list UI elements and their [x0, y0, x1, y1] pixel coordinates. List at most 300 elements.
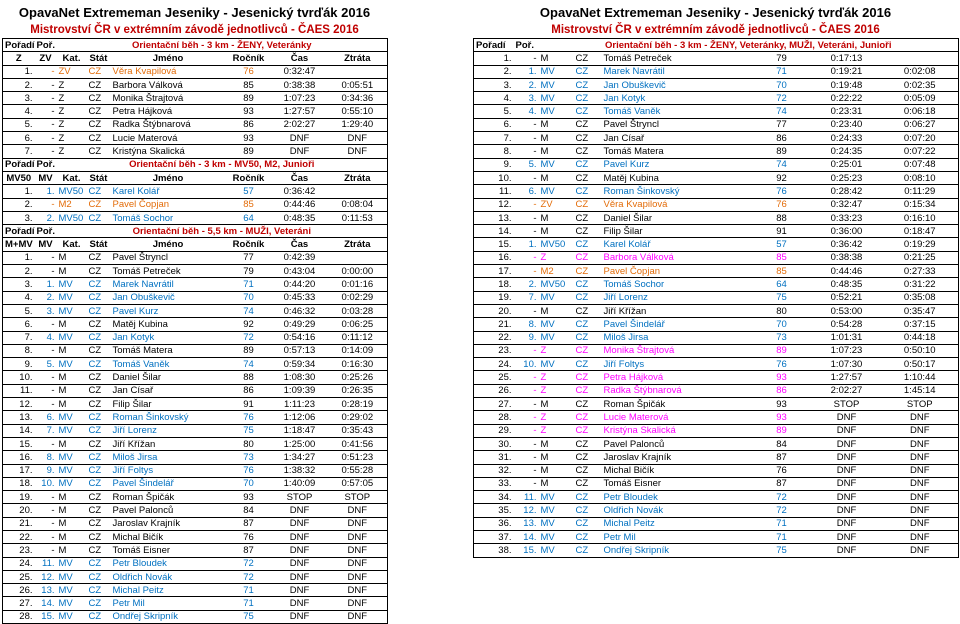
loss-cell: DNF — [882, 517, 959, 530]
time-cell: DNF — [812, 424, 882, 437]
rank-cell: 7. — [3, 145, 35, 158]
rank-cell: 19. — [474, 291, 514, 304]
year-cell: 70 — [226, 291, 272, 304]
time-cell: DNF — [272, 145, 328, 158]
time-cell: 0:45:33 — [272, 291, 328, 304]
rank-cell: 8. — [3, 344, 35, 357]
category-rank-cell: - — [514, 304, 539, 317]
year-cell: 86 — [752, 384, 812, 397]
country-cell: CZ — [87, 584, 111, 597]
name-cell: Jiří Foltys — [602, 358, 752, 371]
category-rank-cell: - — [35, 371, 57, 384]
category-cell: M2 — [57, 198, 87, 211]
result-row — [474, 331, 959, 344]
country-cell: CZ — [87, 597, 111, 610]
category-cell: M — [539, 211, 574, 224]
country-cell: CZ — [87, 504, 111, 517]
category-cell: MV — [539, 517, 574, 530]
category-cell: Z — [57, 105, 87, 118]
category-rank-cell: - — [35, 251, 57, 264]
year-cell: 76 — [752, 358, 812, 371]
right-title: OpavaNet Extrememan Jeseniky - Jesenický tvrďák 2016 — [539, 5, 892, 20]
category-cell: M — [57, 371, 87, 384]
column-header-row — [3, 52, 388, 65]
name-cell: Jan Kotyk — [602, 92, 752, 105]
time-cell: 0:46:32 — [272, 304, 328, 317]
loss-cell: DNF — [882, 464, 959, 477]
country-cell: CZ — [574, 304, 602, 317]
country-cell: CZ — [574, 145, 602, 158]
loss-cell: 0:25:26 — [328, 371, 388, 384]
time-cell: 0:44:46 — [812, 265, 882, 278]
result-row — [474, 451, 959, 464]
category-cell: MV — [539, 158, 574, 171]
time-cell: DNF — [272, 544, 328, 557]
year-cell: 70 — [752, 318, 812, 331]
time-cell: 0:42:39 — [272, 251, 328, 264]
loss-cell: DNF — [328, 517, 388, 530]
rank-cell: 9. — [474, 158, 514, 171]
year-cell: 80 — [752, 304, 812, 317]
year-cell: 76 — [226, 411, 272, 424]
name-cell: Karel Kolář — [111, 185, 226, 198]
country-cell: CZ — [574, 331, 602, 344]
result-row — [3, 411, 388, 424]
category-cell: MV50 — [539, 238, 574, 251]
loss-cell — [328, 251, 388, 264]
time-cell: 1:27:57 — [272, 105, 328, 118]
country-cell: CZ — [574, 504, 602, 517]
year-cell: 76 — [226, 530, 272, 543]
loss-header: Ztráta — [328, 171, 388, 184]
loss-cell: 0:07:20 — [882, 132, 959, 145]
result-row — [474, 371, 959, 384]
time-cell: 0:36:42 — [272, 185, 328, 198]
time-cell: DNF — [812, 437, 882, 450]
loss-cell: 0:27:33 — [882, 265, 959, 278]
left-results-table — [2, 38, 388, 624]
year-cell: 79 — [226, 265, 272, 278]
result-row — [3, 557, 388, 570]
year-cell: 76 — [226, 65, 272, 78]
category-rank-cell: - — [514, 437, 539, 450]
country-header: Stát — [87, 171, 111, 184]
rank-header: Pořadí — [3, 39, 35, 52]
name-header: Jméno — [111, 238, 226, 251]
category-cell: M — [57, 544, 87, 557]
result-row — [474, 291, 959, 304]
country-cell: CZ — [87, 437, 111, 450]
name-cell: Matěj Kubina — [111, 318, 226, 331]
loss-cell: 0:21:25 — [882, 251, 959, 264]
rank-cell: 4. — [474, 92, 514, 105]
country-cell: CZ — [574, 424, 602, 437]
year-cell: 76 — [752, 464, 812, 477]
country-cell: CZ — [574, 238, 602, 251]
loss-cell: 0:06:25 — [328, 318, 388, 331]
time-cell: DNF — [812, 477, 882, 490]
time-cell: 0:22:22 — [812, 92, 882, 105]
time-cell: DNF — [812, 517, 882, 530]
year-cell: 74 — [752, 105, 812, 118]
category-rank-cell: - — [514, 198, 539, 211]
year-cell: 76 — [752, 185, 812, 198]
result-row — [3, 304, 388, 317]
rank-cell: 6. — [3, 132, 35, 145]
result-row — [3, 318, 388, 331]
country-cell: CZ — [87, 491, 111, 504]
year-header: Ročník — [226, 171, 272, 184]
country-cell: CZ — [574, 384, 602, 397]
category-rank-cell: 14. — [35, 597, 57, 610]
rank-cell: 3. — [474, 78, 514, 91]
rank-cell: 33. — [474, 477, 514, 490]
category-cell: M — [539, 52, 574, 65]
year-cell: 87 — [226, 517, 272, 530]
section-header-row — [3, 39, 388, 52]
result-row — [474, 278, 959, 291]
rank-cell: 1. — [3, 185, 35, 198]
time-header: Čas — [272, 238, 328, 251]
time-cell: 1:27:57 — [812, 371, 882, 384]
category-rank-cell: - — [35, 265, 57, 278]
name-cell: Michal Peitz — [111, 584, 226, 597]
category-cell: M — [57, 251, 87, 264]
category-rank-cell: - — [35, 398, 57, 411]
loss-cell: 0:14:09 — [328, 344, 388, 357]
year-cell: 71 — [226, 278, 272, 291]
loss-cell: 0:18:47 — [882, 225, 959, 238]
country-cell: CZ — [574, 477, 602, 490]
name-cell: Pavel Štryncl — [602, 118, 752, 131]
year-cell: 86 — [752, 132, 812, 145]
result-row — [3, 118, 388, 131]
result-row — [3, 384, 388, 397]
loss-cell: DNF — [328, 544, 388, 557]
loss-cell: DNF — [328, 584, 388, 597]
year-cell: 85 — [752, 251, 812, 264]
result-row — [474, 132, 959, 145]
name-cell: Tomáš Matera — [111, 344, 226, 357]
loss-cell: 0:06:27 — [882, 118, 959, 131]
rank-cell: 34. — [474, 491, 514, 504]
time-cell: 0:25:01 — [812, 158, 882, 171]
country-cell: CZ — [87, 557, 111, 570]
rank-cell: 19. — [3, 491, 35, 504]
result-row — [3, 251, 388, 264]
year-cell: 93 — [226, 132, 272, 145]
time-cell: 0:33:23 — [812, 211, 882, 224]
year-cell: 75 — [226, 424, 272, 437]
category-rank-cell: - — [514, 464, 539, 477]
name-cell: Pavel Štryncl — [111, 251, 226, 264]
rank-header: MV50 — [3, 171, 35, 184]
loss-cell: 0:16:10 — [882, 211, 959, 224]
year-cell: 75 — [752, 291, 812, 304]
country-cell: CZ — [87, 265, 111, 278]
category-rank-cell: - — [35, 65, 57, 78]
time-cell: 1:34:27 — [272, 451, 328, 464]
loss-cell: 0:06:18 — [882, 105, 959, 118]
category-rank-cell: - — [514, 384, 539, 397]
country-cell: CZ — [87, 530, 111, 543]
name-cell: Jaroslav Krajník — [111, 517, 226, 530]
time-cell: DNF — [812, 504, 882, 517]
category-cell: MV — [539, 544, 574, 557]
country-cell: CZ — [87, 331, 111, 344]
rank-cell: 14. — [474, 225, 514, 238]
loss-cell: 0:35:43 — [328, 424, 388, 437]
category-rank-cell: - — [35, 198, 57, 211]
category-cell: MV — [57, 451, 87, 464]
year-cell: 71 — [226, 597, 272, 610]
category-cell: MV50 — [57, 211, 87, 224]
rank-cell: 15. — [474, 238, 514, 251]
category-rank-cell: - — [35, 105, 57, 118]
category-rank-cell: - — [35, 92, 57, 105]
result-row — [474, 105, 959, 118]
loss-cell: 0:15:34 — [882, 198, 959, 211]
loss-cell: DNF — [882, 437, 959, 450]
rank-cell: 15. — [3, 437, 35, 450]
loss-cell: 0:55:10 — [328, 105, 388, 118]
year-cell: 72 — [752, 504, 812, 517]
country-cell: CZ — [574, 491, 602, 504]
name-cell: Roman Šinkovský — [111, 411, 226, 424]
rank-cell: 11. — [474, 185, 514, 198]
time-cell: DNF — [272, 132, 328, 145]
loss-cell: 0:11:29 — [882, 185, 959, 198]
category-rank-cell: 2. — [35, 291, 57, 304]
time-cell: 0:49:29 — [272, 318, 328, 331]
time-cell: 0:48:35 — [812, 278, 882, 291]
loss-cell: 0:11:53 — [328, 211, 388, 224]
result-row — [474, 530, 959, 543]
loss-cell: DNF — [882, 424, 959, 437]
rank-cell: 10. — [474, 171, 514, 184]
category-cell: Z — [57, 145, 87, 158]
result-row — [474, 238, 959, 251]
category-cell: MV — [57, 597, 87, 610]
rank-cell: 25. — [3, 570, 35, 583]
name-cell: Barbora Válková — [111, 78, 226, 91]
time-cell: DNF — [812, 464, 882, 477]
name-cell: Barbora Válková — [602, 251, 752, 264]
country-cell: CZ — [574, 530, 602, 543]
name-cell: Filip Šilar — [111, 398, 226, 411]
name-cell: Jaroslav Krajník — [602, 451, 752, 464]
country-cell: CZ — [87, 318, 111, 331]
category-cell: ZV — [539, 198, 574, 211]
country-cell: CZ — [574, 517, 602, 530]
country-cell: CZ — [87, 398, 111, 411]
name-cell: Michal Bičík — [111, 530, 226, 543]
rank-cell: 12. — [3, 398, 35, 411]
name-cell: Petra Hájková — [602, 371, 752, 384]
year-cell: 71 — [226, 584, 272, 597]
rank-cell: 18. — [3, 477, 35, 490]
rank-cell: 22. — [3, 530, 35, 543]
result-row — [3, 477, 388, 490]
result-row — [3, 132, 388, 145]
category-rank-cell: 15. — [35, 610, 57, 623]
category-cell: MV — [57, 358, 87, 371]
country-cell: CZ — [574, 225, 602, 238]
rank-cell: 29. — [474, 424, 514, 437]
name-cell: Petr Mil — [111, 597, 226, 610]
name-cell: Věra Kvapilová — [111, 65, 226, 78]
rank-cell: 36. — [474, 517, 514, 530]
result-row — [474, 477, 959, 490]
name-cell: Pavel Kurz — [602, 158, 752, 171]
year-cell: 64 — [752, 278, 812, 291]
rank-cell: 17. — [3, 464, 35, 477]
time-cell: 0:25:23 — [812, 171, 882, 184]
country-cell: CZ — [87, 384, 111, 397]
name-cell: Filip Šilar — [602, 225, 752, 238]
loss-cell: 0:57:05 — [328, 477, 388, 490]
country-cell: CZ — [574, 251, 602, 264]
category-cell: M — [57, 398, 87, 411]
result-row — [474, 464, 959, 477]
loss-cell — [328, 65, 388, 78]
loss-cell: 0:55:28 — [328, 464, 388, 477]
time-header: Čas — [272, 171, 328, 184]
category-cell: Z — [57, 92, 87, 105]
country-cell: CZ — [87, 464, 111, 477]
result-row — [3, 291, 388, 304]
result-row — [474, 145, 959, 158]
result-row — [474, 185, 959, 198]
rank-cell: 27. — [3, 597, 35, 610]
category-cell: Z — [57, 78, 87, 91]
rank-cell: 12. — [474, 198, 514, 211]
time-cell: DNF — [272, 570, 328, 583]
time-cell: DNF — [812, 451, 882, 464]
rank-header: Pořadí — [3, 225, 35, 238]
result-row — [3, 358, 388, 371]
year-cell: 74 — [226, 304, 272, 317]
country-cell: CZ — [574, 92, 602, 105]
category-rank-cell: - — [35, 437, 57, 450]
rank-cell: 7. — [474, 132, 514, 145]
loss-cell: 0:41:56 — [328, 437, 388, 450]
loss-cell: 0:03:28 — [328, 304, 388, 317]
name-cell: Ondřej Skripník — [602, 544, 752, 557]
year-cell: 84 — [752, 437, 812, 450]
name-header: Jméno — [111, 52, 226, 65]
loss-cell: 0:51:23 — [328, 451, 388, 464]
loss-cell: 1:45:14 — [882, 384, 959, 397]
name-cell: Petr Mil — [602, 530, 752, 543]
category-rank-cell: 10. — [514, 358, 539, 371]
loss-cell: DNF — [882, 504, 959, 517]
result-row — [3, 517, 388, 530]
loss-cell: 0:35:08 — [882, 291, 959, 304]
country-cell: CZ — [87, 517, 111, 530]
result-row — [474, 78, 959, 91]
country-cell: CZ — [87, 251, 111, 264]
category-rank-cell: 1. — [514, 65, 539, 78]
year-cell: 72 — [752, 491, 812, 504]
country-header: Stát — [87, 238, 111, 251]
rank-cell: 24. — [3, 557, 35, 570]
category-rank-cell: - — [514, 118, 539, 131]
name-cell: Petr Bloudek — [111, 557, 226, 570]
category-cell: MV — [539, 92, 574, 105]
year-cell: 93 — [752, 411, 812, 424]
time-cell: 0:38:38 — [272, 78, 328, 91]
rank-cell: 38. — [474, 544, 514, 557]
category-header: Kat. — [57, 52, 87, 65]
result-row — [3, 464, 388, 477]
time-cell: 2:02:27 — [812, 384, 882, 397]
section-title: Orientační běh - 3 km - MV50, M2, Junioři — [57, 158, 388, 171]
country-cell: CZ — [87, 118, 111, 131]
category-rank-cell: - — [35, 145, 57, 158]
loss-cell: 1:10:44 — [882, 371, 959, 384]
category-cell: Z — [539, 411, 574, 424]
rank-cell: 3. — [3, 278, 35, 291]
time-cell: DNF — [272, 610, 328, 623]
rank-cell: 13. — [3, 411, 35, 424]
category-rank-cell: 1. — [514, 238, 539, 251]
year-cell: 72 — [226, 331, 272, 344]
name-cell: Petra Hájková — [111, 105, 226, 118]
result-row — [474, 171, 959, 184]
category-rank-cell: - — [514, 265, 539, 278]
category-rank-cell: 11. — [35, 557, 57, 570]
category-rank-cell: - — [514, 251, 539, 264]
category-cell: MV — [539, 530, 574, 543]
time-cell: 0:57:13 — [272, 344, 328, 357]
rank-cell: 23. — [3, 544, 35, 557]
year-cell: 91 — [752, 225, 812, 238]
section-header-row — [3, 158, 388, 171]
result-row — [474, 304, 959, 317]
time-cell: 0:24:35 — [812, 145, 882, 158]
category-cell: M — [57, 318, 87, 331]
category-cell: MV — [539, 318, 574, 331]
country-cell: CZ — [574, 411, 602, 424]
year-cell: 70 — [752, 78, 812, 91]
year-cell: 87 — [752, 477, 812, 490]
category-cell: MV — [539, 504, 574, 517]
category-rank-cell: 15. — [514, 544, 539, 557]
time-cell: DNF — [272, 517, 328, 530]
section-header-row — [474, 39, 959, 52]
category-rank-cell: - — [514, 424, 539, 437]
loss-cell: 0:07:22 — [882, 145, 959, 158]
category-rank-header: MV — [35, 238, 57, 251]
country-cell: CZ — [574, 437, 602, 450]
loss-cell: 0:05:09 — [882, 92, 959, 105]
time-cell: 0:19:21 — [812, 65, 882, 78]
category-rank-cell: - — [514, 52, 539, 65]
result-row — [3, 544, 388, 557]
name-header: Jméno — [111, 171, 226, 184]
rank-cell: 21. — [3, 517, 35, 530]
country-cell: CZ — [87, 198, 111, 211]
category-cell: M — [539, 225, 574, 238]
result-row — [474, 344, 959, 357]
country-cell: CZ — [87, 544, 111, 557]
time-cell: 0:19:48 — [812, 78, 882, 91]
name-cell: Tomáš Sochor — [602, 278, 752, 291]
loss-cell: 0:02:29 — [328, 291, 388, 304]
rank-cell: 4. — [3, 291, 35, 304]
category-cell: M — [539, 451, 574, 464]
